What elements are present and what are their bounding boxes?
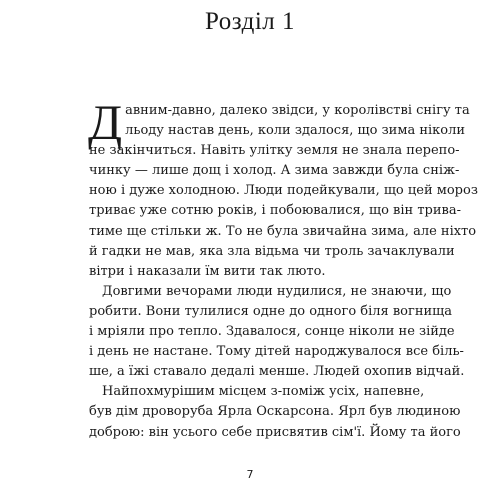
text-line: ше, а їжі ставало дедалі менше. Людей охопив відчай. (89, 364, 465, 380)
text-line: Довгими вечорами люди нудилися, не знаючи, що (102, 283, 452, 299)
text-line: й гадки не мав, яка зла відьма чи троль зачаклували (89, 243, 455, 259)
text-line: і день не настане. Тому дітей народжувалося все біль- (89, 344, 464, 360)
drop-cap: Д (88, 94, 123, 150)
paragraph-1 (88, 94, 478, 282)
text-line: ною і дуже холодною. Люди подейкували, що цей мороз (89, 183, 478, 199)
text-line: був дім дроворуба Ярла Оскарсона. Ярл був людиною (89, 404, 461, 420)
text-line: Найпохмурішим місцем з-поміж усіх, напевне, (102, 384, 425, 400)
page-number: 7 (246, 468, 254, 481)
body-text (88, 94, 478, 443)
text-line: тиме ще стільки ж. То не була звичайна зима, але ніхто (89, 223, 477, 239)
text-line: триває уже сотню років, і побоювалися, що він трива- (89, 203, 461, 219)
text-line: доброю: він усього себе присвятив сім'ї. Йому та його (89, 424, 461, 440)
text-line: і мріяли про тепло. Здавалося, сонце ніколи не зійде (89, 324, 455, 340)
text-line: вітри і наказали їм вити так люто. (89, 263, 326, 279)
text-line: чинку — лише дощ і холод. А зима завжди була сніж- (89, 163, 460, 179)
chapter-title: Розділ 1 (204, 8, 296, 35)
text-line: авним-давно, далеко звідси, у королівстві снігу та (125, 103, 470, 118)
text-line: льоду настав день, коли здалося, що зима ніколи (125, 123, 466, 139)
paragraph-2 (89, 282, 465, 382)
text-line: робити. Вони тулилися одне до одного біля вогнища (89, 303, 452, 319)
paragraph-3 (89, 382, 461, 442)
text-line: не закінчиться. Навіть улітку земля не знала перепо- (89, 143, 460, 159)
